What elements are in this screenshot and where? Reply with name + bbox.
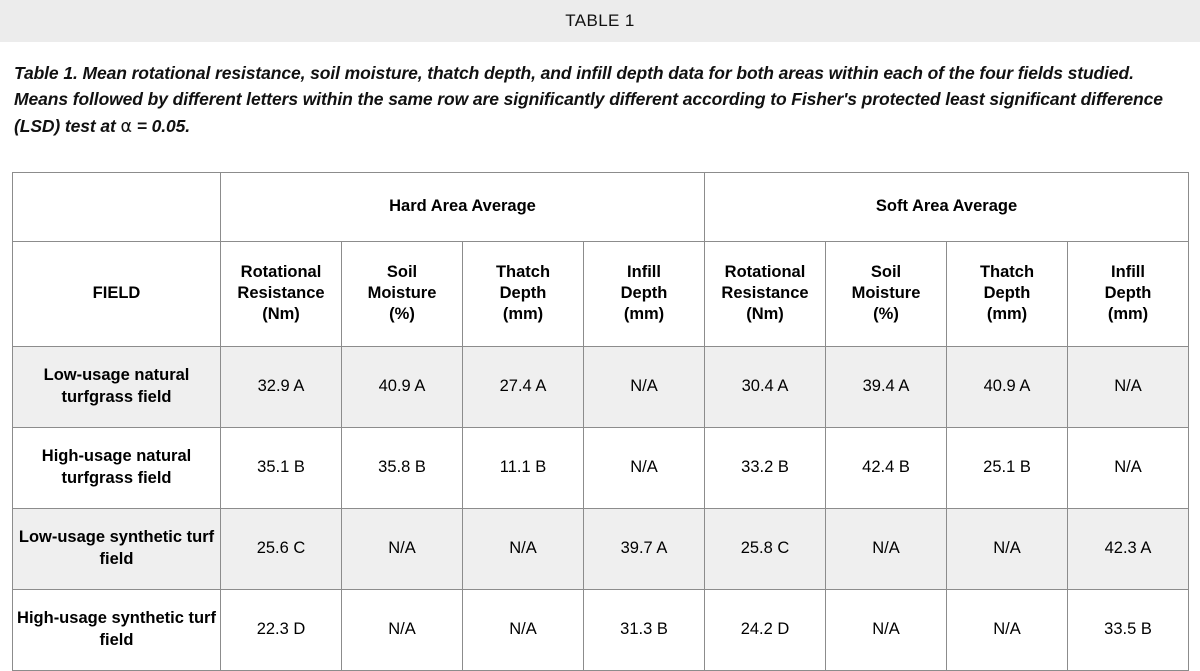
caption-text-part2: = 0.05.	[131, 115, 191, 136]
header-field: FIELD	[13, 241, 221, 346]
cell-value: N/A	[463, 508, 584, 589]
cell-value: 35.1 B	[221, 427, 342, 508]
header-soft-thatch-depth: Thatch Depth (mm)	[947, 241, 1068, 346]
table-group-header-row	[13, 172, 1189, 241]
page-title: TABLE 1	[565, 11, 635, 30]
row-label: High-usage natural turfgrass field	[13, 427, 221, 508]
cell-value: 40.9 A	[947, 346, 1068, 427]
cell-value: 22.3 D	[221, 589, 342, 670]
cell-value: N/A	[584, 346, 705, 427]
table-row	[13, 589, 1189, 670]
header-corner-cell	[13, 172, 221, 241]
cell-value: 42.4 B	[826, 427, 947, 508]
cell-value: N/A	[342, 508, 463, 589]
cell-value: 25.6 C	[221, 508, 342, 589]
cell-value: 31.3 B	[584, 589, 705, 670]
cell-value: N/A	[463, 589, 584, 670]
cell-value: 42.3 A	[1068, 508, 1189, 589]
row-label: Low-usage synthetic turf field	[13, 508, 221, 589]
header-hard-rotational-resistance: Rotational Resistance (Nm)	[221, 241, 342, 346]
cell-value: N/A	[584, 427, 705, 508]
cell-value: N/A	[947, 508, 1068, 589]
header-hard-thatch-depth: Thatch Depth (mm)	[463, 241, 584, 346]
cell-value: 40.9 A	[342, 346, 463, 427]
cell-value: 25.1 B	[947, 427, 1068, 508]
group-header-hard-area: Hard Area Average	[221, 172, 705, 241]
table-caption	[0, 42, 1200, 140]
cell-value: 27.4 A	[463, 346, 584, 427]
caption-text-part1: Table 1. Mean rotational resistance, soil moisture, thatch depth, and infill depth data for both areas within each of the four fields studied. Means followed by different letters within the same row are significantly different according to Fisher's protected least significant difference (LSD) test at	[14, 63, 1163, 136]
table-row	[13, 346, 1189, 427]
header-soft-rotational-resistance: Rotational Resistance (Nm)	[705, 241, 826, 346]
header-soft-soil-moisture: Soil Moisture (%)	[826, 241, 947, 346]
cell-value: 30.4 A	[705, 346, 826, 427]
row-label: Low-usage natural turfgrass field	[13, 346, 221, 427]
cell-value: N/A	[826, 508, 947, 589]
cell-value: 33.5 B	[1068, 589, 1189, 670]
cell-value: 35.8 B	[342, 427, 463, 508]
table-row	[13, 508, 1189, 589]
table-body	[13, 346, 1189, 670]
cell-value: 39.4 A	[826, 346, 947, 427]
header-hard-infill-depth: Infill Depth (mm)	[584, 241, 705, 346]
cell-value: N/A	[826, 589, 947, 670]
header-soft-infill-depth: Infill Depth (mm)	[1068, 241, 1189, 346]
caption-alpha-symbol: α	[120, 116, 132, 137]
group-header-soft-area: Soft Area Average	[705, 172, 1189, 241]
row-label: High-usage synthetic turf field	[13, 589, 221, 670]
table-row	[13, 427, 1189, 508]
header-hard-soil-moisture: Soil Moisture (%)	[342, 241, 463, 346]
cell-value: 39.7 A	[584, 508, 705, 589]
cell-value: N/A	[947, 589, 1068, 670]
cell-value: 33.2 B	[705, 427, 826, 508]
table-header-bar	[0, 0, 1200, 42]
cell-value: N/A	[1068, 427, 1189, 508]
cell-value: 25.8 C	[705, 508, 826, 589]
data-table	[12, 172, 1189, 671]
cell-value: 24.2 D	[705, 589, 826, 670]
table-sub-header-row	[13, 241, 1189, 346]
cell-value: N/A	[342, 589, 463, 670]
cell-value: 11.1 B	[463, 427, 584, 508]
cell-value: N/A	[1068, 346, 1189, 427]
cell-value: 32.9 A	[221, 346, 342, 427]
